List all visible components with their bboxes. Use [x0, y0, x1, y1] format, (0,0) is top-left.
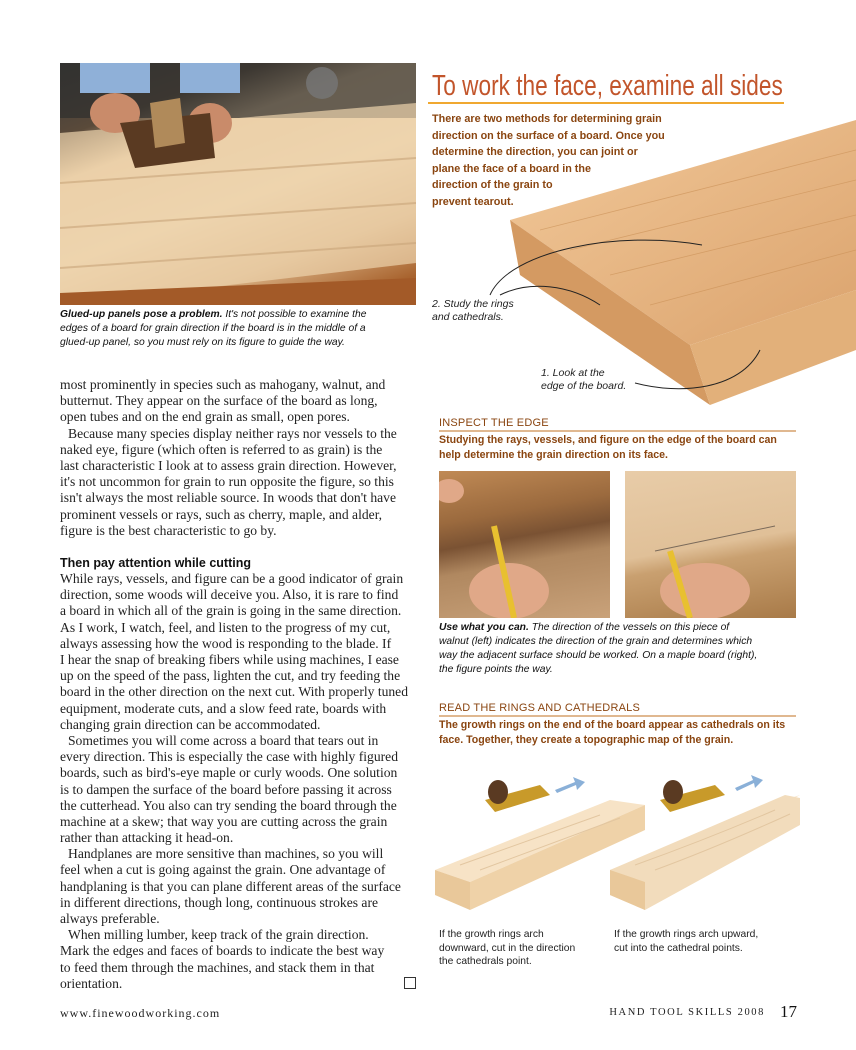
caption-text: It's not possible to examine the — [222, 309, 367, 320]
rings-line: face. Together, they create a topographic map of the grain. — [439, 734, 734, 746]
article-line: When milling lumber, keep track of the grain direction. — [68, 927, 369, 943]
label-line: and cathedrals. — [432, 311, 504, 323]
rings-rule — [439, 715, 796, 717]
intro-line: determine the direction, you can joint or — [432, 146, 638, 158]
article-line: to feed them through the machines, and stack them in that — [60, 959, 375, 975]
arrow-icon — [555, 777, 585, 793]
intro-line: There are two methods for determining grain — [432, 113, 662, 125]
article-line: board in the other direction on the next cut. With properly tuned — [60, 684, 409, 700]
inspect-line: help determine the grain direction on its face. — [439, 449, 668, 461]
sidebar-intro — [432, 111, 665, 210]
article-line: Mark the edges and faces of boards to indicate the best way — [60, 943, 385, 959]
rings-left-caption — [439, 928, 575, 969]
article-line: I hear the snap of breaking fibers while using machines, I ease — [60, 652, 399, 667]
rings-line: The growth rings on the end of the board appear as cathedrals on its — [439, 719, 786, 731]
caption-lead: Glued-up panels pose a problem. — [60, 309, 223, 320]
caption-text: glued-up panel, so you must rely on its figure to guide the way. — [60, 337, 345, 348]
article-line: feel when a cut is going against the grain. One advantage of — [60, 862, 386, 878]
caption-text: the figure points the way. — [439, 664, 553, 675]
label-look-edge — [541, 367, 626, 393]
intro-line: direction on the surface of a board. Once you — [432, 129, 665, 142]
article-line: always assessing how the wood is responding to the blade. If — [60, 635, 392, 651]
article-line: most prominently in species such as mahogany, walnut, and — [60, 377, 386, 392]
article-body — [60, 377, 420, 992]
caption-line: cut into the cathedral points. — [614, 942, 743, 954]
article-line: in different directions, though long, continuous strokes are — [60, 894, 379, 910]
article-line: As I work, I watch, feel, and listen to the progress of my cut, — [60, 619, 391, 635]
article-line: orientation. — [60, 975, 123, 991]
label-line: 1. Look at the — [541, 367, 605, 379]
article-line: rather than attacking it head-on. — [60, 830, 234, 846]
end-mark-icon — [404, 977, 416, 989]
article-line: prominent vessels or rays, such as cherry, maple, and alder, — [60, 506, 383, 522]
article-line: isn't always the most reliable source. In woods that don't have — [60, 490, 396, 506]
label-line: 2. Study the rings — [432, 298, 514, 310]
article-line: naked eye, figure (which often is referred to as grain) is the — [60, 441, 383, 457]
label-study-rings — [432, 298, 514, 324]
article-line: Handplanes are more sensitive than machines, so you will — [68, 846, 384, 862]
hand-plane-icon — [485, 780, 550, 812]
rings-text — [439, 718, 785, 748]
inspect-caption — [439, 621, 799, 677]
photo-walnut-edge — [439, 471, 610, 618]
inspect-line: Studying the rays, vessels, and figure on the edge of the board can — [439, 434, 777, 446]
article-line: a board in which all of the grain is going in the same direction. — [60, 603, 402, 619]
article-line: direction, some woods will deceive you. Also, it is rare to find — [60, 587, 399, 603]
photo-maple-edge — [625, 471, 796, 618]
caption-line: downward, cut in the direction — [439, 942, 576, 954]
article-subheading: Then pay attention while cutting — [60, 555, 251, 570]
article-line: up on the speed of the pass, lighten the cut, and try feeding the — [60, 668, 401, 684]
rings-right-caption — [614, 928, 758, 955]
caption-line: If the growth rings arch upward, — [614, 929, 759, 940]
caption-text: walnut (left) indicates the direction of the grain and determines which — [439, 636, 753, 647]
footer-publication: HAND TOOL SKILLS 2008 — [609, 1007, 765, 1018]
article-line: equipment, moderate cuts, and a slow feed rate, boards with — [60, 700, 387, 716]
photo-caption — [60, 308, 420, 350]
article-line: handplaning is that you can plane different areas of the surface — [60, 878, 401, 894]
article-line: is to dampen the surface of the board before passing it across — [60, 781, 392, 797]
photo-illustration — [60, 63, 416, 305]
article-line: open tubes and on the end grain as small, open pores. — [60, 409, 350, 425]
intro-line: prevent tearout. — [432, 195, 514, 208]
arrow-icon — [735, 775, 763, 791]
article-line: Sometimes you will come across a board that tears out in — [68, 732, 379, 748]
rings-illustration-right — [605, 770, 825, 920]
article-line: boards, such as bird's-eye maple or curly woods. One solution — [60, 765, 398, 781]
article-line: machine at a skew; that way you are cutting across the grain — [60, 813, 388, 829]
label-line: edge of the board. — [541, 380, 627, 392]
caption-line: the cathedrals point. — [439, 956, 532, 967]
photo-glued-panel — [60, 63, 416, 305]
inspect-heading: INSPECT THE EDGE — [439, 417, 549, 429]
caption-line: If the growth rings arch — [439, 929, 544, 940]
article-line: While rays, vessels, and figure can be a good indicator of grain — [60, 571, 404, 587]
rings-heading: READ THE RINGS AND CATHEDRALS — [439, 702, 640, 714]
page-number: 17 — [780, 1002, 797, 1021]
caption-text: The direction of the vessels on this piece of — [528, 622, 730, 633]
article-line: it's not uncommon for grain to run opposite the figure, so this — [60, 474, 394, 490]
intro-line: direction of the grain to — [432, 179, 553, 191]
footer-website[interactable]: www.finewoodworking.com — [60, 1006, 221, 1020]
caption-text: edges of a board for grain direction if the board is in the middle of a — [60, 323, 366, 334]
article-line: always preferable. — [60, 911, 160, 926]
article-line: figure is the best characteristic to go by. — [60, 522, 277, 538]
intro-line: plane the face of a board in the — [432, 162, 591, 175]
inspect-text — [439, 433, 777, 463]
article-line: butternut. They appear on the surface of the board as long, — [60, 393, 378, 409]
inspect-rule — [439, 430, 796, 432]
caption-text: way the adjacent surface should be worked. On a maple board (right), — [439, 650, 758, 661]
article-line: changing grain direction can be accommodated. — [60, 716, 321, 732]
article-line: the cutterhead. You also can try sending the board through the — [60, 797, 397, 813]
sidebar-title: To work the face, examine all sides — [432, 70, 783, 102]
caption-lead: Use what you can. — [439, 622, 529, 633]
article-line: Because many species display neither rays nor vessels to the — [68, 425, 397, 441]
hand-plane-icon — [660, 780, 725, 812]
article-line: every direction. This is especially the case with highly figured — [60, 749, 398, 765]
article-line: last characteristic I look at to assess grain direction. However, — [60, 457, 397, 473]
